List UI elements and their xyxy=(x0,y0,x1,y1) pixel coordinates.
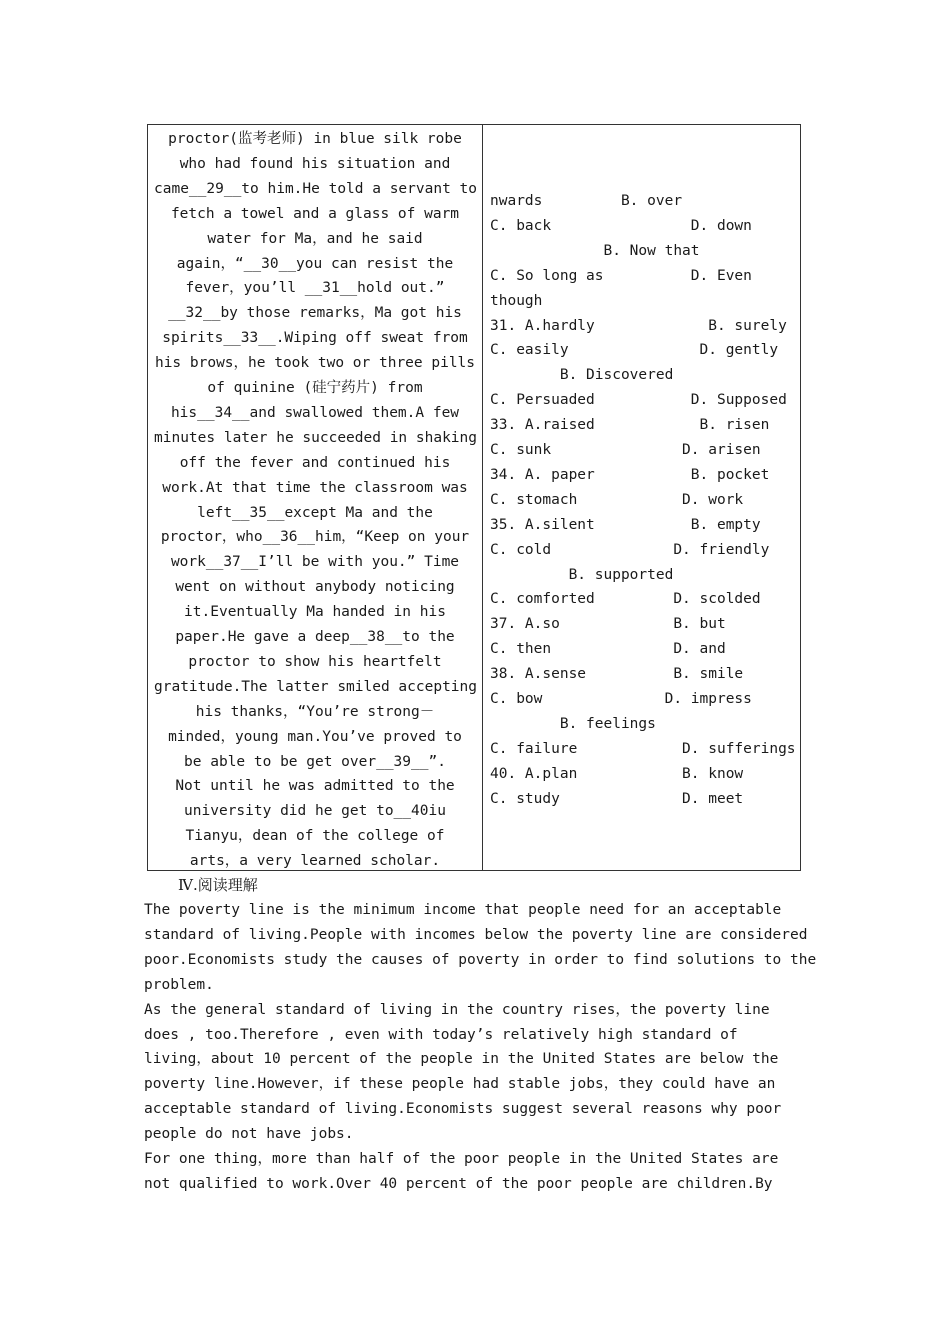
reading-line: standard of living.People with incomes below the poverty line are considered xyxy=(144,926,808,943)
reading-line: does , too.Therefore , even with today’s relatively high standard of xyxy=(144,1026,738,1043)
passage-line: water for Ma，and he said xyxy=(207,230,423,247)
cloze-table xyxy=(147,124,801,871)
option-line: C. Persuaded D. Supposed xyxy=(490,392,787,409)
column-divider xyxy=(482,125,483,870)
option-line: nwards B. over xyxy=(490,193,683,209)
passage-line: minutes later he succeeded in shaking xyxy=(154,429,478,446)
passage-line: of quinine (硅宁药片) from xyxy=(207,380,423,396)
passage-line: his brows，he took two or three pills xyxy=(154,355,476,372)
passage-line: arts，a very learned scholar. xyxy=(189,853,441,870)
passage-line: Tianyu，dean of the college of xyxy=(185,828,445,845)
option-line: C. easily D. gently xyxy=(490,342,779,359)
option-line: B. Discovered xyxy=(490,367,674,384)
passage-line: again，“__30__you can resist the xyxy=(176,255,454,272)
option-line: C. So long as D. Even xyxy=(490,267,752,284)
reading-line: poverty line.However，if these people had stable jobs，they could have an xyxy=(144,1076,776,1093)
passage-line: be able to be get over__39__”. xyxy=(184,753,446,770)
passage-line: work.At that time the classroom was xyxy=(162,479,468,496)
passage-line: who had found his situation and xyxy=(179,155,451,172)
option-line: 40. A.plan B. know xyxy=(490,765,744,782)
option-line: C. failure D. sufferings xyxy=(490,740,796,757)
option-line: C. bow D. impress xyxy=(490,691,752,707)
reading-line: living，about 10 percent of the people in the United States are below the xyxy=(144,1051,779,1068)
passage-line: paper.He gave a deep__38__to the xyxy=(175,629,455,645)
option-line: B. supported xyxy=(490,566,674,583)
option-line: 35. A.silent B. empty xyxy=(490,516,761,533)
option-line: 37. A.so B. but xyxy=(490,616,726,633)
passage-line: spirits__33__.Wiping off sweat from xyxy=(162,330,468,347)
passage-line: fetch a towel and a glass of warm xyxy=(170,205,460,222)
reading-line: people do not have jobs. xyxy=(144,1126,354,1143)
option-line: 34. A. paper B. pocket xyxy=(490,466,770,483)
option-line: C. stomach D. work xyxy=(490,491,744,508)
reading-line: not qualified to work.Over 40 percent of the poor people are children.By xyxy=(144,1175,773,1192)
passage-line: gratitude.The latter smiled accepting xyxy=(154,678,478,695)
option-line: 38. A.sense B. smile xyxy=(490,666,744,683)
option-line: B. feelings xyxy=(490,715,656,732)
passage-line: minded，young man.You’ve proved to xyxy=(168,728,462,745)
option-line: 33. A.raised B. risen xyxy=(490,417,770,434)
passage-line: it.Eventually Ma handed in his xyxy=(184,604,446,621)
passage-line: proctor，who__36__him，“Keep on your xyxy=(160,529,470,546)
reading-line: The poverty line is the minimum income that people need for an acceptable xyxy=(144,902,782,918)
passage-line: off the fever and continued his xyxy=(179,454,451,471)
option-line: C. sunk D. arisen xyxy=(490,442,761,458)
passage-line: his thanks，“You’re strong－ xyxy=(195,703,435,720)
reading-line: poor.Economists study the causes of poverty in order to find solutions to the xyxy=(144,951,817,968)
passage-line: came__29__to him.He told a servant to xyxy=(154,180,478,197)
option-line: C. then D. and xyxy=(490,641,726,658)
option-line: C. cold D. friendly xyxy=(490,541,770,558)
option-line: C. study D. meet xyxy=(490,790,744,807)
option-line: C. comforted D. scolded xyxy=(490,591,761,608)
passage-line: proctor to show his heartfelt xyxy=(188,653,442,670)
reading-line: For one thing，more than half of the poor people in the United States are xyxy=(144,1151,779,1167)
option-line: B. Now that xyxy=(490,242,700,259)
option-line: C. back D. down xyxy=(490,217,752,234)
passage-line: left__35__except Ma and the xyxy=(197,504,433,521)
reading-line: acceptable standard of living.Economists suggest several reasons why poor xyxy=(144,1101,782,1118)
passage-line: fever，you’ll __31__hold out.” xyxy=(185,280,445,297)
passage-line: his__34__and swallowed them.A few xyxy=(170,404,460,421)
reading-line: As the general standard of living in the country rises，the poverty line xyxy=(144,1001,770,1018)
option-line: though xyxy=(490,292,543,309)
passage-line: university did he get to__40iu xyxy=(184,803,446,820)
reading-line: problem. xyxy=(144,976,214,993)
section-title: Ⅳ.阅读理解 xyxy=(178,876,258,894)
passage-line: __32__by those remarks，Ma got his xyxy=(168,305,462,322)
passage-line: work__37__I’ll be with you.” Time xyxy=(170,554,460,571)
passage-line: went on without anybody noticing xyxy=(175,579,455,596)
option-line: 31. A.hardly B. surely xyxy=(490,317,787,334)
passage-line: Not until he was admitted to the xyxy=(175,778,455,795)
passage-line: proctor(监考老师) in blue silk robe xyxy=(168,131,462,147)
